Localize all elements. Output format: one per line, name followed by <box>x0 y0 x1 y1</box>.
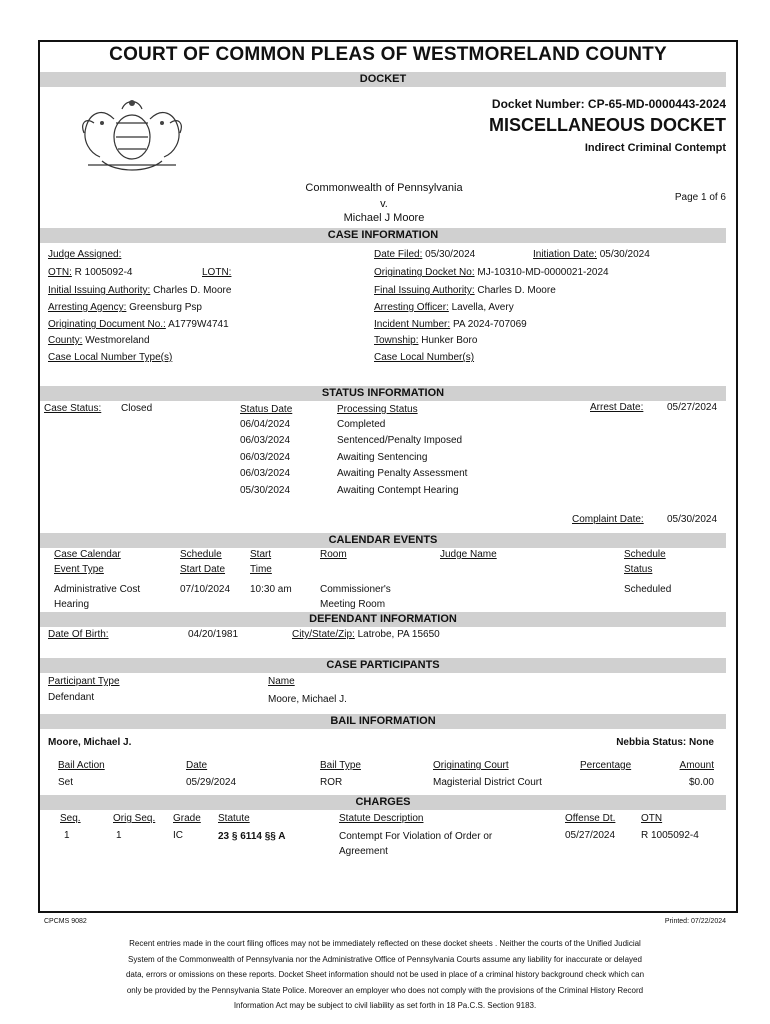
status-row-date: 06/03/2024 <box>240 468 291 479</box>
participant-type-header: Participant Type <box>48 676 120 687</box>
arrest-date-label: Arrest Date: <box>590 402 644 413</box>
lotn-label: LOTN: <box>202 267 232 278</box>
county-label: County: <box>48 335 83 346</box>
case-local-number-label: Case Local Number(s) <box>374 352 475 363</box>
date-filed-label: Date Filed: <box>374 249 423 260</box>
status-date-header: Status Date <box>240 404 293 415</box>
page-indicator: Page 1 of 6 <box>674 192 726 203</box>
date-filed-value: 05/30/2024 <box>425 249 476 260</box>
schedule-date-header-1: Schedule <box>180 549 222 560</box>
schedule-status-header-1: Schedule <box>624 549 666 560</box>
final-authority-value: Charles D. Moore <box>477 285 556 296</box>
nebbia-status: Nebbia Status: None <box>616 737 714 748</box>
incident-number-value: PA 2024-707069 <box>452 319 527 330</box>
event-type-header-2: Event Type <box>54 564 104 575</box>
bail-type-header: Bail Type <box>320 760 361 771</box>
bail-action-value: Set <box>58 777 74 788</box>
grade-header: Grade <box>173 813 201 824</box>
case-status-label: Case Status: <box>44 403 102 414</box>
charge-offense-date-value: 05/27/2024 <box>565 830 616 841</box>
status-row-date: 05/30/2024 <box>240 485 291 496</box>
arrest-date-value: 05/27/2024 <box>667 402 718 413</box>
status-row-date: 06/03/2024 <box>240 452 291 463</box>
schedule-date-header-2: Start Date <box>180 564 226 575</box>
bail-defendant-name: Moore, Michael J. <box>48 737 132 748</box>
status-row-date: 06/04/2024 <box>240 419 291 430</box>
status-row-status: Awaiting Contempt Hearing <box>337 485 459 496</box>
dob-label: Date Of Birth: <box>48 629 109 640</box>
bail-amount-value: $0.00 <box>688 777 714 788</box>
printed-date: Printed: 07/22/2024 <box>664 918 726 925</box>
bail-action-header: Bail Action <box>58 760 105 771</box>
docket-bar: DOCKET <box>40 72 726 87</box>
otn-value: R 1005092-4 <box>74 267 133 278</box>
event-status-value: Scheduled <box>624 584 672 595</box>
case-local-number-type-label: Case Local Number Type(s) <box>48 352 173 363</box>
event-type-value-2: Hearing <box>54 599 90 610</box>
caption-defendant: Michael J Moore <box>343 212 425 224</box>
status-information-bar: STATUS INFORMATION <box>40 386 726 401</box>
seq-header: Seq. <box>60 813 81 824</box>
charge-description-line-1: Contempt For Violation of Order or <box>339 831 493 842</box>
originating-docket-label: Originating Docket No: <box>374 267 475 278</box>
orig-seq-header: Orig Seq. <box>113 813 156 824</box>
bail-information-bar: BAIL INFORMATION <box>40 714 726 729</box>
arresting-officer-value: Lavella, Avery <box>451 302 514 313</box>
event-date-value: 07/10/2024 <box>180 584 231 595</box>
disclaimer-line: data, errors or omissions on these reports. Docket Sheet information should not be used in place of a criminal history background check which can <box>125 970 645 979</box>
charge-otn-header: OTN <box>641 813 663 824</box>
county-value: Westmoreland <box>85 335 150 346</box>
event-room-value-2: Meeting Room <box>320 599 386 610</box>
dob-value: 04/20/1981 <box>188 629 239 640</box>
township-label: Township: <box>374 335 419 346</box>
participant-type-value: Defendant <box>48 692 95 703</box>
charge-grade-value: IC <box>173 830 183 841</box>
charge-orig-seq-value: 1 <box>116 830 122 841</box>
disclaimer <box>80 936 690 1014</box>
pennsylvania-seal-icon <box>72 93 192 175</box>
township-value: Hunker Boro <box>421 335 478 346</box>
caption-versus: v. <box>380 198 388 210</box>
arresting-officer-label: Arresting Officer: <box>374 302 449 313</box>
status-row-status: Sentenced/Penalty Imposed <box>337 435 463 446</box>
initiation-date-value: 05/30/2024 <box>599 249 650 260</box>
statute-header: Statute <box>218 813 250 824</box>
participant-name-header: Name <box>268 676 295 687</box>
originating-court-header: Originating Court <box>433 760 509 771</box>
city-state-zip-label: City/State/Zip: <box>292 629 355 640</box>
room-header: Room <box>320 549 347 560</box>
bail-date-value: 05/29/2024 <box>186 777 237 788</box>
charge-description-line-2: Agreement <box>339 846 388 857</box>
start-time-header-2: Time <box>250 564 272 575</box>
amount-header: Amount <box>679 760 714 771</box>
complaint-date-value: 05/30/2024 <box>667 514 718 525</box>
bail-type-value: ROR <box>320 777 343 788</box>
charge-statute-value: 23 § 6114 §§ A <box>218 831 286 842</box>
docket-subtype: Indirect Criminal Contempt <box>584 142 726 154</box>
originating-court-value: Magisterial District Court <box>433 777 542 788</box>
docket-type: MISCELLANEOUS DOCKET <box>488 115 726 135</box>
status-row-date: 06/03/2024 <box>240 435 291 446</box>
case-participants-bar: CASE PARTICIPANTS <box>40 658 726 673</box>
charge-otn-value: R 1005092-4 <box>641 830 699 841</box>
otn-label: OTN: <box>48 267 72 278</box>
status-row-status: Awaiting Sentencing <box>337 452 428 463</box>
defendant-information-bar: DEFENDANT INFORMATION <box>40 612 726 627</box>
arresting-agency-label: Arresting Agency: <box>48 302 127 313</box>
docket-number: Docket Number: CP-65-MD-0000443-2024 <box>491 97 726 111</box>
status-row-status: Awaiting Penalty Assessment <box>337 468 468 479</box>
event-room-value-1: Commissioner's <box>320 584 391 595</box>
caption-plaintiff: Commonwealth of Pennsylvania <box>305 182 463 194</box>
charge-seq-value: 1 <box>64 830 70 841</box>
processing-status-header: Processing Status <box>337 404 418 415</box>
originating-document-label: Originating Document No.: <box>48 319 166 330</box>
statute-description-header: Statute Description <box>339 813 424 824</box>
case-information-bar: CASE INFORMATION <box>40 228 726 243</box>
status-row-status: Completed <box>337 419 386 430</box>
percentage-header: Percentage <box>580 760 632 771</box>
initial-authority-value: Charles D. Moore <box>153 285 232 296</box>
initial-authority-label: Initial Issuing Authority: <box>48 285 151 296</box>
judge-name-header: Judge Name <box>440 549 497 560</box>
disclaimer-line: Information Act may be subject to civil liability as set forth in 18 Pa.C.S. Section 9183. <box>233 1001 537 1010</box>
form-number: CPCMS 9082 <box>44 918 87 925</box>
offense-date-header: Offense Dt. <box>565 813 616 824</box>
disclaimer-line: System of the Commonwealth of Pennsylvania nor the Administrative Office of Pennsylvania Courts assume any liability for inaccurate or delayed <box>128 954 642 964</box>
court-title: COURT OF COMMON PLEAS OF WESTMORELAND COUNTY <box>109 44 667 65</box>
event-type-header-1: Case Calendar <box>54 549 121 560</box>
city-state-zip-value: Latrobe, PA 15650 <box>357 629 440 640</box>
start-time-header-1: Start <box>250 549 272 560</box>
event-type-value-1: Administrative Cost <box>54 584 141 595</box>
disclaimer-line: Recent entries made in the court filing offices may not be immediately reflected on these docket sheets . Neither the courts of the Unified Judicial <box>129 939 641 948</box>
charges-bar: CHARGES <box>40 795 726 810</box>
bail-date-header: Date <box>186 760 208 771</box>
originating-docket-value: MJ-10310-MD-0000021-2024 <box>477 267 609 278</box>
judge-assigned-label: Judge Assigned: <box>48 249 122 260</box>
disclaimer-line: only be provided by the Pennsylvania State Police. Moreover an employer who does not comply with the provisions of the Criminal History Record <box>126 985 644 995</box>
case-status-value: Closed <box>121 403 153 414</box>
calendar-events-bar: CALENDAR EVENTS <box>40 533 726 548</box>
schedule-status-header-2: Status <box>624 564 653 575</box>
arresting-agency-value: Greensburg Psp <box>129 302 202 313</box>
originating-document-value: A1779W4741 <box>168 319 229 330</box>
final-authority-label: Final Issuing Authority: <box>374 285 475 296</box>
participant-name-value: Moore, Michael J. <box>268 694 347 705</box>
complaint-date-label: Complaint Date: <box>572 514 644 525</box>
event-time-value: 10:30 am <box>250 584 292 595</box>
initiation-date-label: Initiation Date: <box>533 249 597 260</box>
incident-number-label: Incident Number: <box>374 319 451 330</box>
